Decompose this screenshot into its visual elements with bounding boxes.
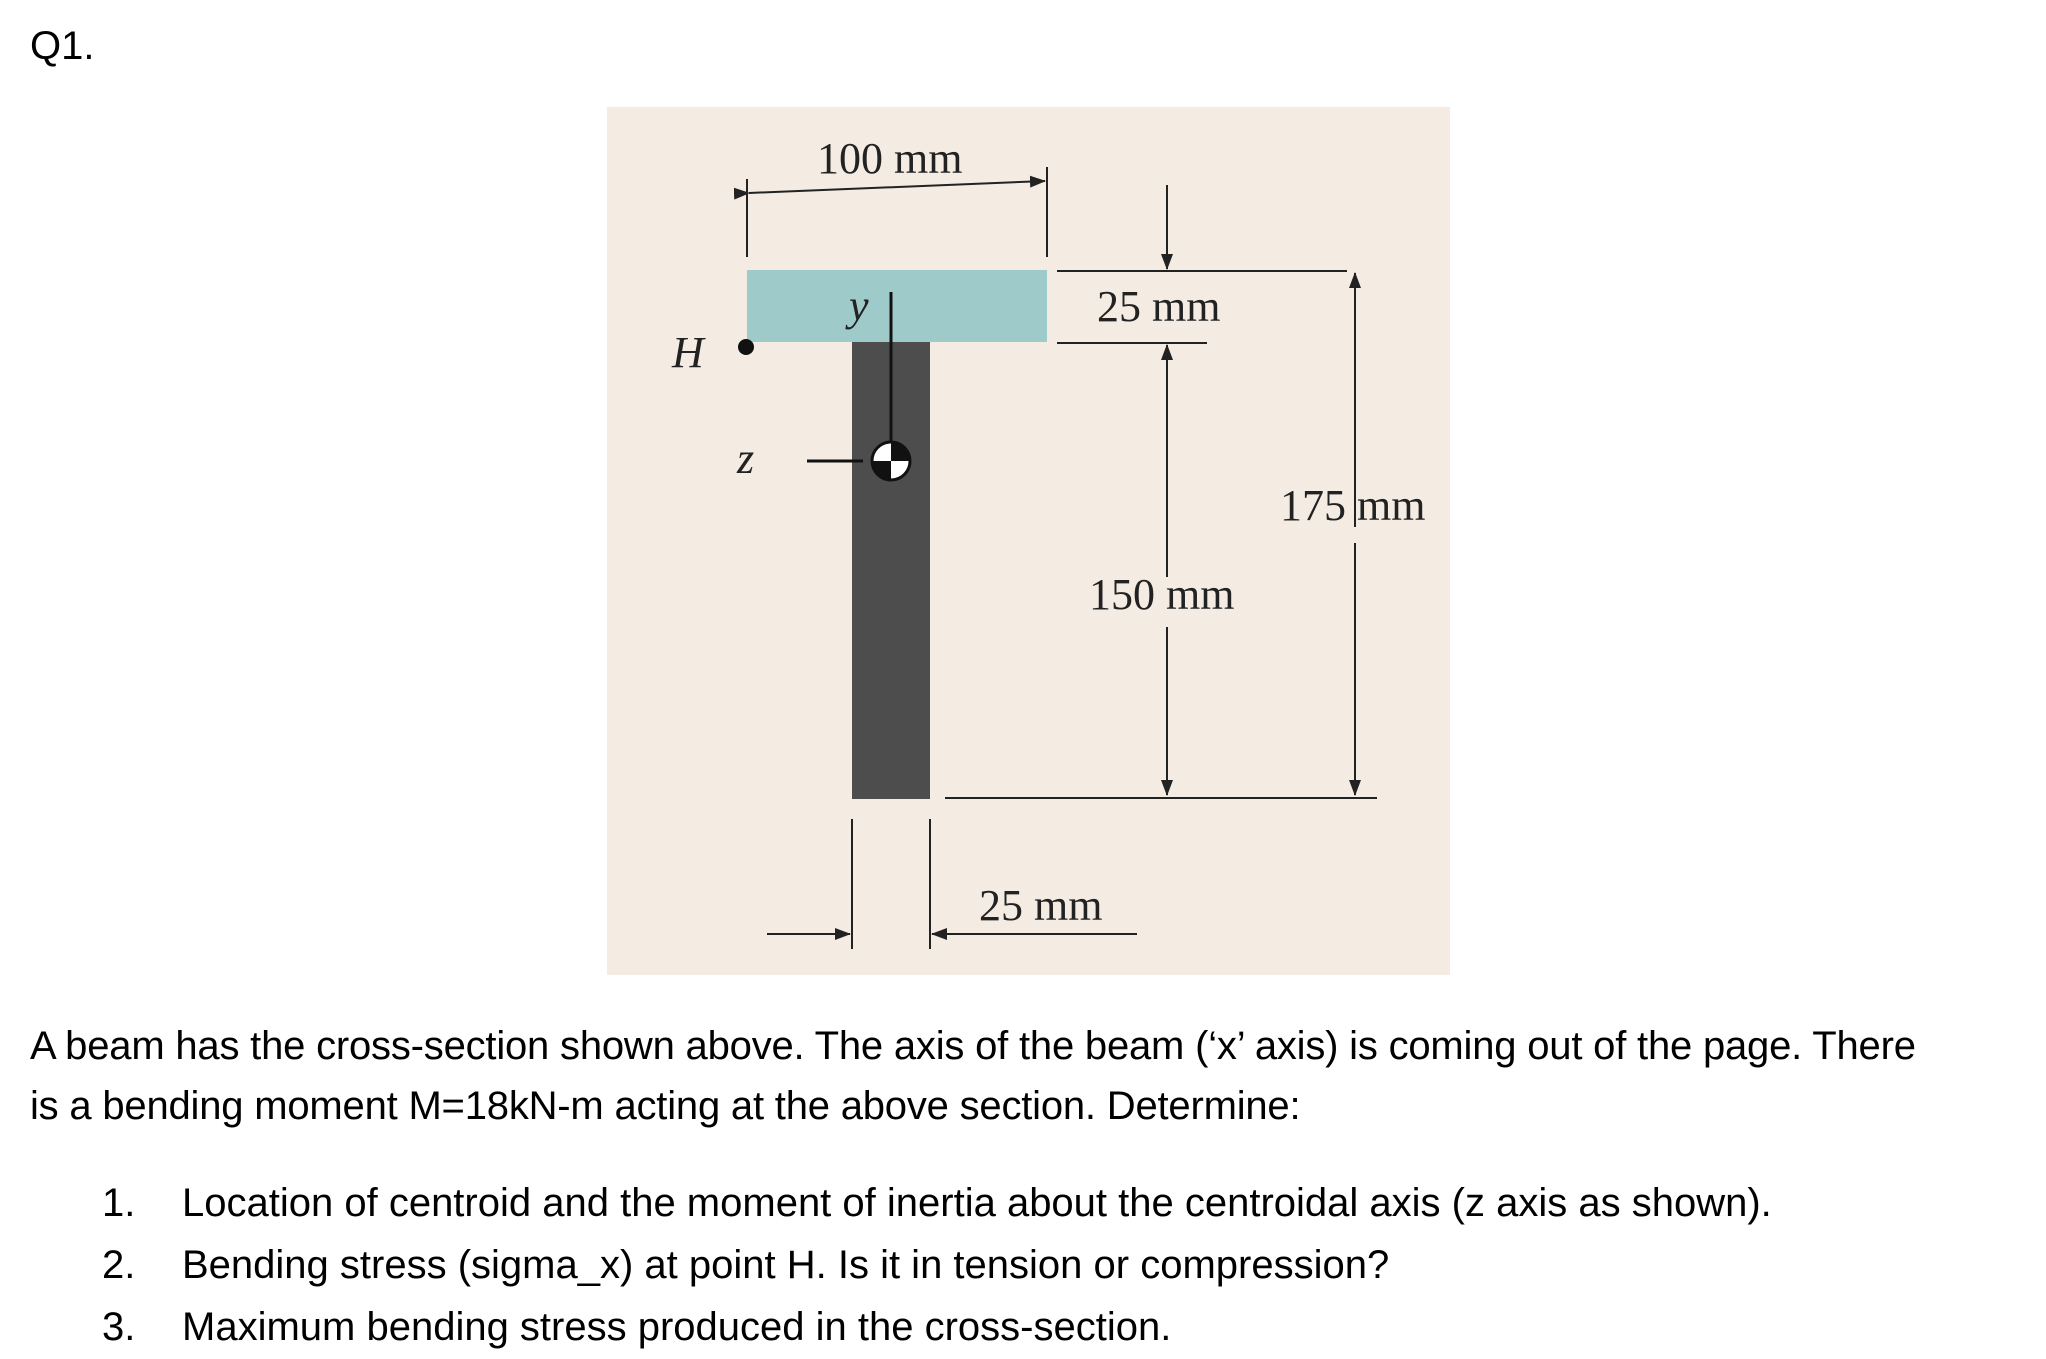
task-number: 3.	[102, 1305, 136, 1349]
y-axis-label: y	[849, 281, 869, 330]
task-number: 2.	[102, 1243, 136, 1287]
list-item	[102, 1234, 2002, 1296]
problem-statement	[30, 1016, 2040, 1136]
task-number: 1.	[102, 1181, 136, 1225]
overall-height-label: 175 mm	[1280, 481, 1426, 530]
point-h-dot	[738, 339, 754, 355]
figure-background	[607, 107, 1450, 975]
list-item	[102, 1296, 2002, 1358]
problem-statement-line-1: A beam has the cross-section shown above. The axis of the beam (‘x’ axis) is coming out of the page. There	[30, 1024, 1916, 1068]
centroid-icon	[872, 442, 910, 480]
task-text: Bending stress (sigma_x) at point H. Is it in tension or compression?	[182, 1243, 1390, 1287]
problem-statement-line-2: is a bending moment M=18kN-m acting at the above section. Determine:	[30, 1084, 1301, 1128]
point-h-label: H	[672, 328, 704, 377]
list-item	[102, 1172, 2002, 1234]
web-thickness-label: 25 mm	[979, 881, 1103, 930]
flange-thickness-label: 25 mm	[1097, 282, 1221, 331]
task-list	[102, 1172, 2002, 1358]
web-height-label: 150 mm	[1089, 570, 1235, 619]
question-number: Q1.	[30, 24, 95, 68]
beam-cross-section-figure	[607, 107, 1450, 975]
cross-section-diagram	[607, 107, 1450, 975]
flange	[747, 270, 1047, 342]
z-axis-label: z	[737, 434, 755, 483]
task-text: Maximum bending stress produced in the cross-section.	[182, 1305, 1172, 1349]
flange-width-label: 100 mm	[817, 134, 963, 183]
task-text: Location of centroid and the moment of inertia about the centroidal axis (z axis as shown).	[182, 1181, 1772, 1225]
